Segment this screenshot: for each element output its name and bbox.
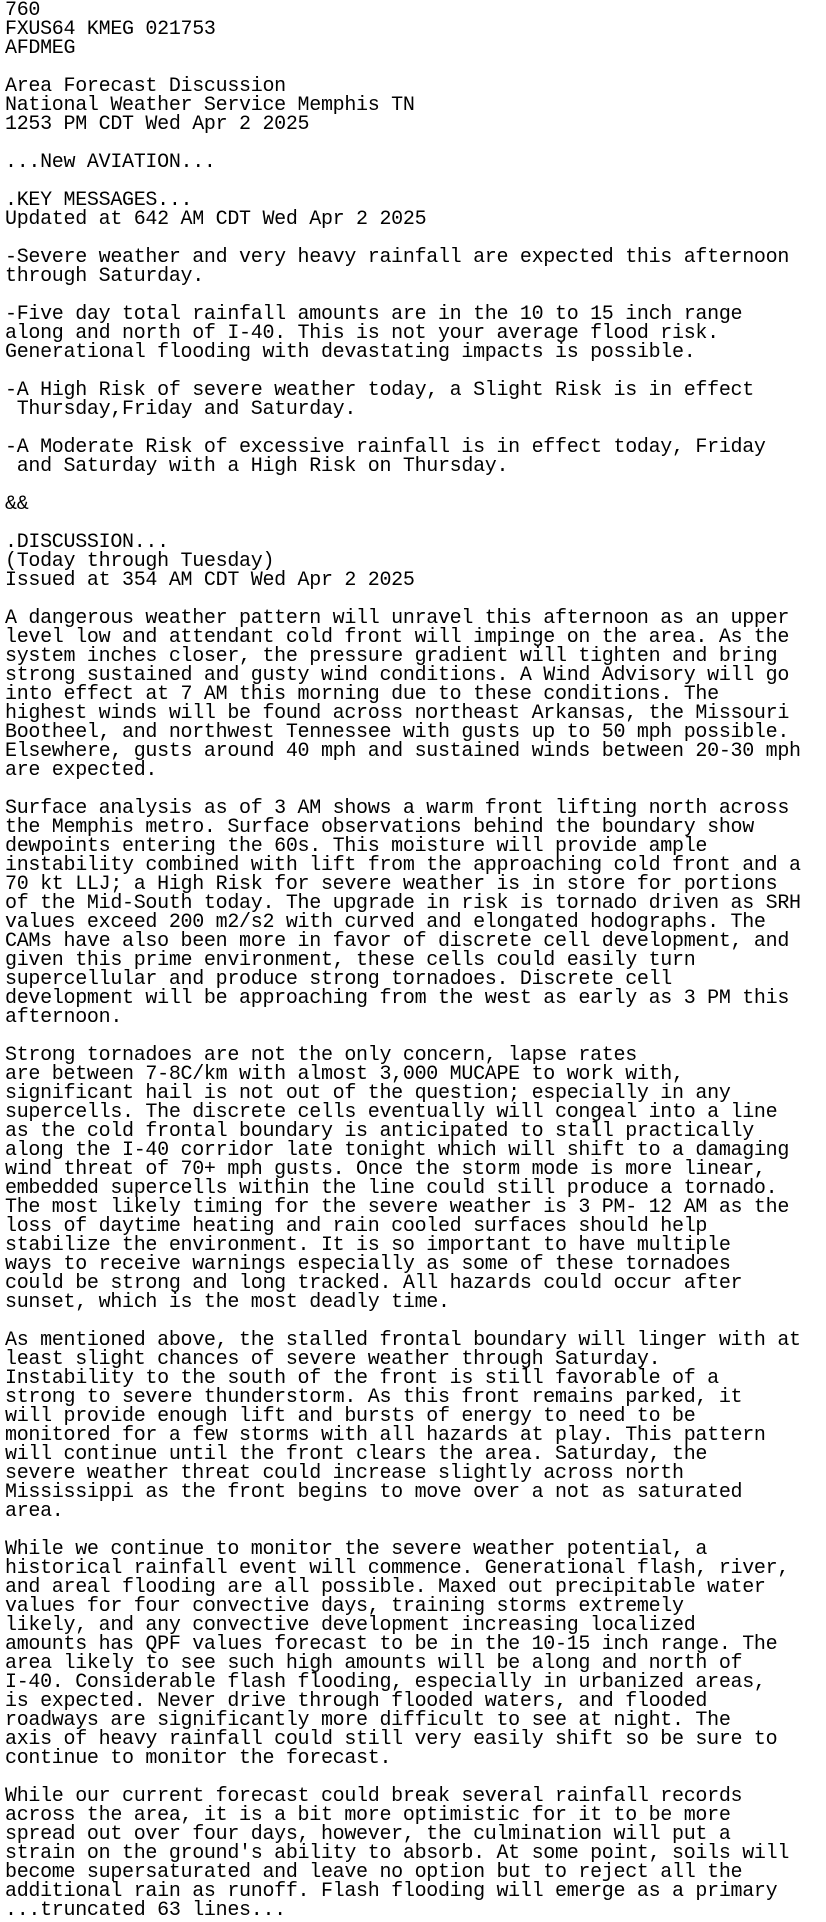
text-line: severe weather threat could increase slightly across north: [5, 1462, 684, 1485]
text-line: the Memphis metro. Surface observations behind the boundary show: [5, 816, 754, 839]
text-line: strain on the ground's ability to absorb. At some point, soils will: [5, 1842, 790, 1865]
text-line: &&: [5, 493, 29, 516]
text-line: continue to monitor the forecast.: [5, 1747, 392, 1770]
text-line: ...New AVIATION...: [5, 151, 216, 174]
forecast-discussion-text: [5, 1, 801, 1920]
text-line: across the area, it is a bit more optimistic for it to be more: [5, 1804, 731, 1827]
text-line: are between 7-8C/km with almost 3,000 MUCAPE to work with,: [5, 1063, 684, 1086]
text-line: stabilize the environment. It is so important to have multiple: [5, 1234, 731, 1257]
text-line: Issued at 354 AM CDT Wed Apr 2 2025: [5, 569, 415, 592]
text-line: Elsewhere, gusts around 40 mph and sustained winds between 20-30 mph: [5, 740, 801, 763]
text-line: ways to receive warnings especially as some of these tornadoes: [5, 1253, 731, 1276]
text-line: loss of daytime heating and rain cooled surfaces should help: [5, 1215, 708, 1238]
text-line: -A Moderate Risk of excessive rainfall is in effect today, Friday: [5, 436, 766, 459]
text-line: A dangerous weather pattern will unravel this afternoon as an upper: [5, 607, 790, 630]
text-line: historical rainfall event will commence. Generational flash, river,: [5, 1557, 790, 1580]
text-line: area.: [5, 1500, 64, 1523]
text-line: Generational flooding with devastating impacts is possible.: [5, 341, 696, 364]
text-line: values exceed 200 m2/s2 with curved and elongated hodographs. The: [5, 911, 766, 934]
text-line: As mentioned above, the stalled frontal boundary will linger with at: [5, 1329, 801, 1352]
text-line: system inches closer, the pressure gradient will tighten and bring: [5, 645, 778, 668]
text-line: -Severe weather and very heavy rainfall are expected this afternoon: [5, 246, 790, 269]
text-line: highest winds will be found across northeast Arkansas, the Missouri: [5, 702, 790, 725]
text-line: (Today through Tuesday): [5, 550, 275, 573]
text-line: area likely to see such high amounts will be along and north of: [5, 1652, 743, 1675]
text-line: 1253 PM CDT Wed Apr 2 2025: [5, 113, 310, 136]
text-line: amounts has QPF values forecast to be in the 10-15 inch range. The: [5, 1633, 778, 1656]
text-line: along the I-40 corridor late tonight which will shift to a damaging: [5, 1139, 790, 1162]
text-line: as the cold frontal boundary is anticipated to stall practically: [5, 1120, 754, 1143]
text-line: Thursday,Friday and Saturday.: [5, 398, 357, 421]
text-line: Mississippi as the front begins to move over a not as saturated: [5, 1481, 743, 1504]
text-line: strong to severe thunderstorm. As this front remains parked, it: [5, 1386, 743, 1409]
text-line: Area Forecast Discussion: [5, 75, 286, 98]
text-line: least slight chances of severe weather through Saturday.: [5, 1348, 661, 1371]
text-line: given this prime environment, these cells could easily turn: [5, 949, 696, 972]
text-line: is expected. Never drive through flooded waters, and flooded: [5, 1690, 708, 1713]
text-line: -A High Risk of severe weather today, a Slight Risk is in effect: [5, 379, 754, 402]
text-line: become supersaturated and leave no option but to reject all the: [5, 1861, 743, 1884]
text-line: -Five day total rainfall amounts are in the 10 to 15 inch range: [5, 303, 743, 326]
text-line: values for four convective days, training storms extremely: [5, 1595, 684, 1618]
text-line: spread out over four days, however, the culmination will put a: [5, 1823, 731, 1846]
text-line: are expected.: [5, 759, 158, 782]
text-line: The most likely timing for the severe weather is 3 PM- 12 AM as the: [5, 1196, 790, 1219]
text-line: level low and attendant cold front will impinge on the area. As the: [5, 626, 790, 649]
text-line: afternoon.: [5, 1006, 123, 1029]
text-line: ...truncated 63 lines...: [5, 1899, 286, 1922]
text-line: will provide enough lift and bursts of energy to need to be: [5, 1405, 696, 1428]
text-line: I-40. Considerable flash flooding, especially in urbanized areas,: [5, 1671, 766, 1694]
text-line: 70 kt LLJ; a High Risk for severe weather is in store for portions: [5, 873, 778, 896]
text-line: Surface analysis as of 3 AM shows a warm front lifting north across: [5, 797, 790, 820]
text-line: significant hail is not out of the question; especially in any: [5, 1082, 731, 1105]
text-line: through Saturday.: [5, 265, 204, 288]
text-line: National Weather Service Memphis TN: [5, 94, 415, 117]
text-line: of the Mid-South today. The upgrade in risk is tornado driven as SRH: [5, 892, 801, 915]
text-line: sunset, which is the most deadly time.: [5, 1291, 450, 1314]
text-line: embedded supercells within the line could still produce a tornado.: [5, 1177, 778, 1200]
text-line: While we continue to monitor the severe weather potential, a: [5, 1538, 708, 1561]
text-line: monitored for a few storms with all hazards at play. This pattern: [5, 1424, 766, 1447]
text-line: axis of heavy rainfall could still very easily shift so be sure to: [5, 1728, 778, 1751]
text-line: will continue until the front clears the area. Saturday, the: [5, 1443, 708, 1466]
text-line: Instability to the south of the front is still favorable of a: [5, 1367, 719, 1390]
text-line: 760: [5, 0, 41, 22]
text-line: additional rain as runoff. Flash flooding will emerge as a primary: [5, 1880, 778, 1903]
text-line: wind threat of 70+ mph gusts. Once the storm mode is more linear,: [5, 1158, 766, 1181]
text-line: Bootheel, and northwest Tennessee with gusts up to 50 mph possible.: [5, 721, 790, 744]
text-line: supercellular and produce strong tornadoes. Discrete cell: [5, 968, 673, 991]
text-line: .KEY MESSAGES...: [5, 189, 193, 212]
text-line: supercells. The discrete cells eventually will congeal into a line: [5, 1101, 778, 1124]
text-line: into effect at 7 AM this morning due to these conditions. The: [5, 683, 719, 706]
text-line: Updated at 642 AM CDT Wed Apr 2 2025: [5, 208, 427, 231]
text-line: strong sustained and gusty wind conditions. A Wind Advisory will go: [5, 664, 790, 687]
text-line: roadways are significantly more difficult to see at night. The: [5, 1709, 731, 1732]
text-line: Strong tornadoes are not the only concern, lapse rates: [5, 1044, 637, 1067]
text-line: AFDMEG: [5, 37, 76, 60]
text-line: could be strong and long tracked. All hazards could occur after: [5, 1272, 743, 1295]
text-line: [5, 476, 801, 495]
text-line: CAMs have also been more in favor of discrete cell development, and: [5, 930, 790, 953]
text-line: dewpoints entering the 60s. This moisture will provide ample: [5, 835, 708, 858]
text-line: along and north of I-40. This is not your average flood risk.: [5, 322, 719, 345]
text-line: and areal flooding are all possible. Maxed out precipitable water: [5, 1576, 766, 1599]
text-line: likely, and any convective development increasing localized: [5, 1614, 696, 1637]
text-line: .DISCUSSION...: [5, 531, 169, 554]
text-line: instability combined with lift from the approaching cold front and a: [5, 854, 801, 877]
text-line: and Saturday with a High Risk on Thursday.: [5, 455, 509, 478]
text-line: While our current forecast could break several rainfall records: [5, 1785, 743, 1808]
text-line: development will be approaching from the west as early as 3 PM this: [5, 987, 790, 1010]
text-line: FXUS64 KMEG 021753: [5, 18, 216, 41]
